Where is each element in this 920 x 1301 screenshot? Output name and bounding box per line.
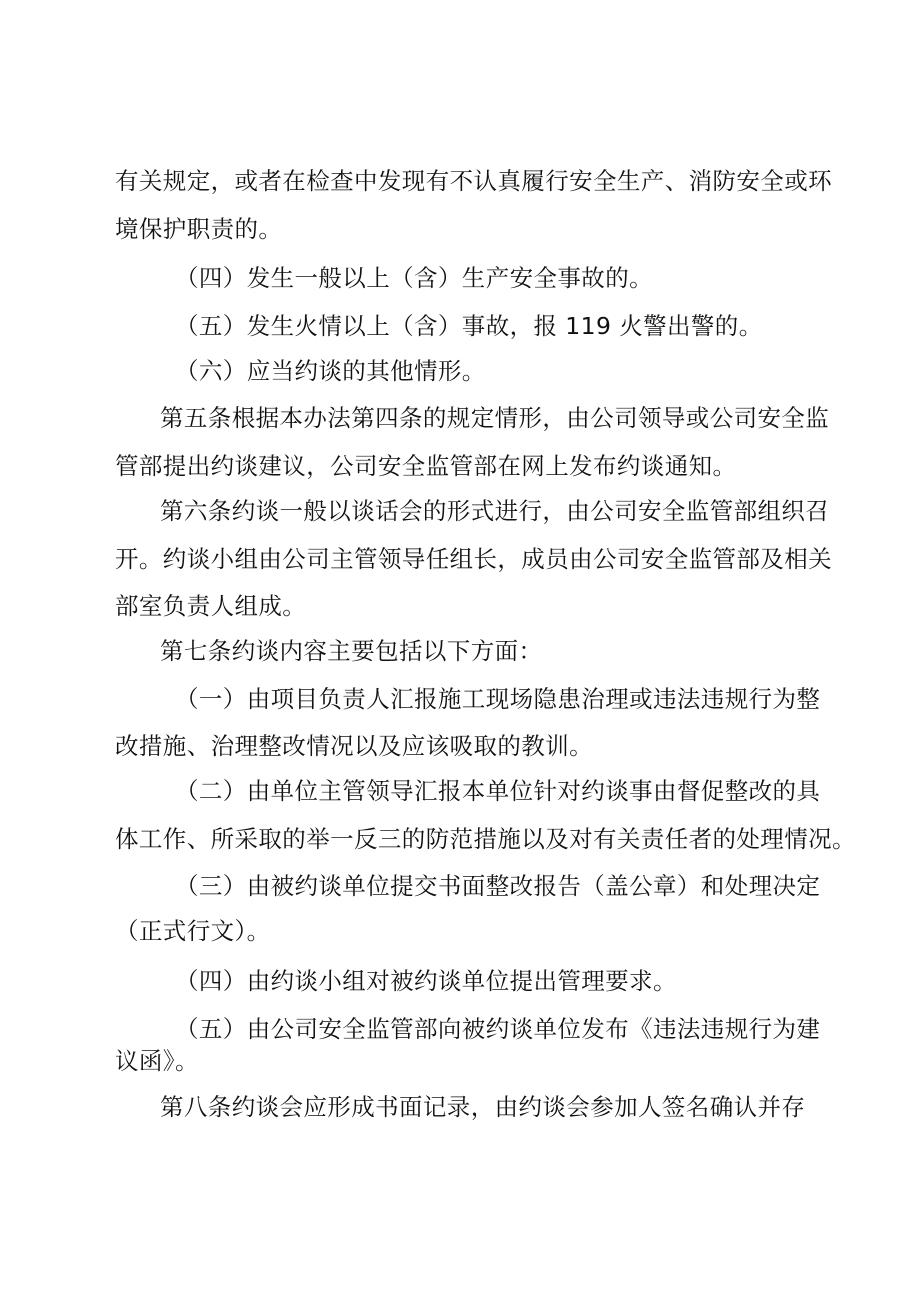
- text-line: 第八条约谈会应形成书面记录，由约谈会参加人签名确认并存: [160, 1093, 806, 1121]
- text-line: 议函》。: [115, 1047, 199, 1075]
- text-line: （五）发生火情以上（含）事故，报 119 火警出警的。: [175, 312, 763, 340]
- text-line: 第五条根据本办法第四条的规定情形，由公司领导或公司安全监: [160, 404, 830, 432]
- text-line: （二）由单位主管领导汇报本单位针对约谈事由督促整改的具: [175, 777, 821, 805]
- text-line: 有关规定，或者在检查中发现有不认真履行安全生产、消防安全或环: [115, 167, 832, 195]
- text-line: 开。约谈小组由公司主管领导任组长，成员由公司安全监管部及相关: [115, 545, 832, 573]
- text-line: （一）由项目负责人汇报施工现场隐患治理或违法违规行为整: [175, 685, 821, 713]
- text-line: 第六条约谈一般以谈话会的形式进行，由公司安全监管部组织召: [160, 497, 830, 525]
- text-line: （三）由被约谈单位提交书面整改报告（盖公章）和处理决定: [175, 872, 821, 900]
- text-line: 改措施、治理整改情况以及应该吸取的教训。: [115, 732, 593, 760]
- text-line: 第七条约谈内容主要包括以下方面：: [160, 637, 543, 665]
- text-line: 管部提出约谈建议，公司安全监管部在网上发布约谈通知。: [115, 452, 737, 480]
- text-line: （正式行文）。: [115, 917, 271, 945]
- text-line: 体工作、所采取的举一反三的防范措施以及对有关责任者的处理情况。: [115, 825, 856, 853]
- text-line: （六）应当约谈的其他情形。: [175, 357, 486, 385]
- text-line: （四）由约谈小组对被约谈单位提出管理要求。: [175, 967, 677, 995]
- text-line: 部室负责人组成。: [115, 592, 307, 620]
- text-line: （四）发生一般以上（含）生产安全事故的。: [175, 264, 653, 292]
- text-line: 境保护职责的。: [115, 215, 283, 243]
- text-line: （五）由公司安全监管部向被约谈单位发布《违法违规行为建: [175, 1015, 821, 1043]
